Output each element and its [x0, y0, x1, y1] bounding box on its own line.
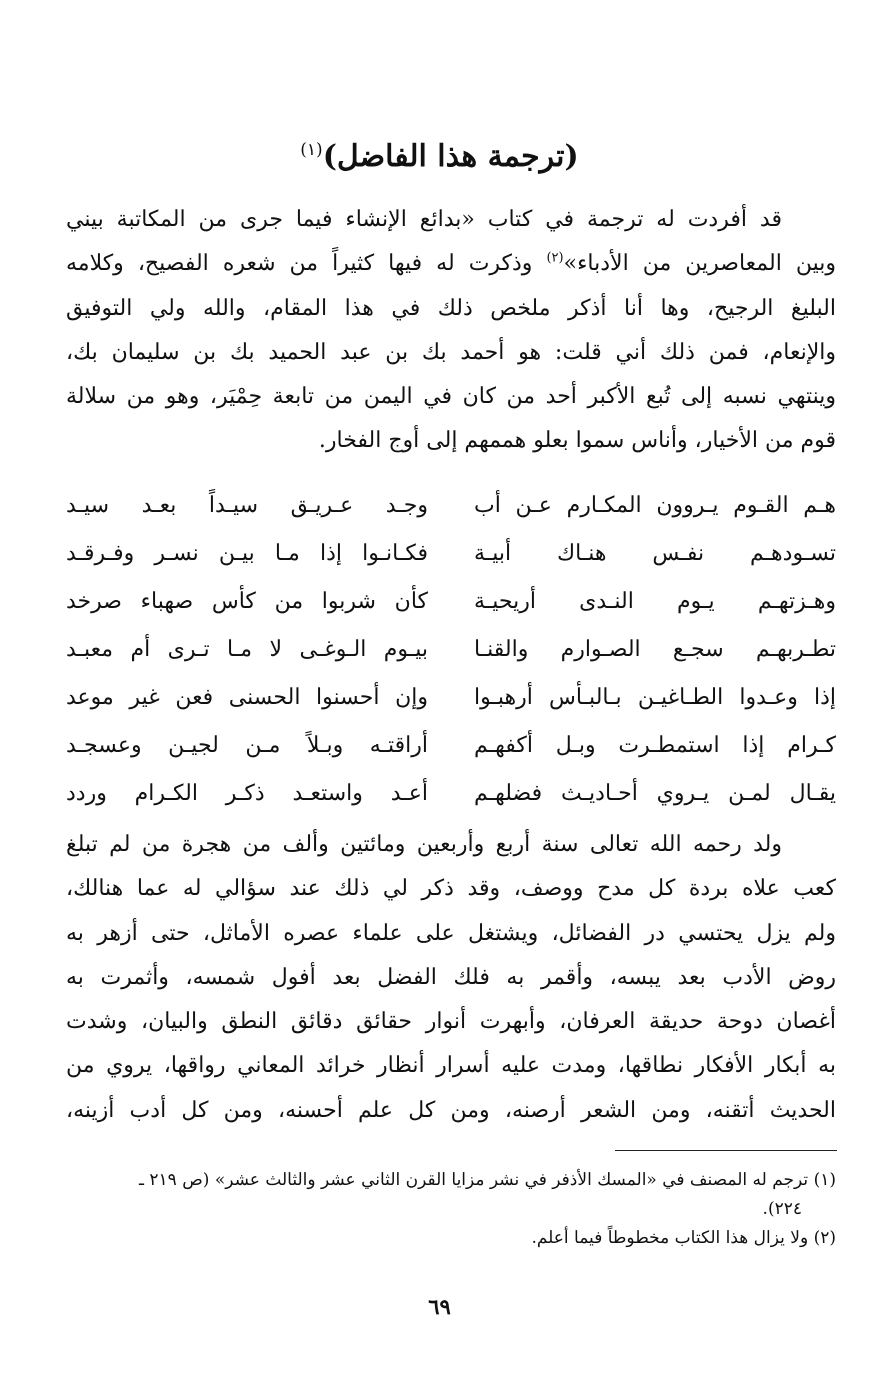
- verse-second-hemistich: وجـد عـريـق سيـداً بعـد سيـد: [66, 493, 428, 518]
- text-line: قد أفردت له ترجمة في كتاب «بدائع الإنشاء فيما جرى من المكاتبة بيني: [66, 207, 782, 232]
- text-line: البليغ الرجيح، وها أنا أذكر ملخص ذلك في هذا المقام، والله ولي التوفيق: [66, 295, 836, 321]
- verse-second-hemistich: فكـانـوا إذا مـا بيـن نسـر وفـرقـد: [66, 541, 428, 566]
- verse-first-hemistich: كـرام إذا استمطـرت وبـل أكفهـم: [474, 733, 836, 758]
- verse-first-hemistich: إذا وعـدوا الطـاغيـن بـالبـأس أرهبـوا: [474, 685, 836, 710]
- text-line: ولد رحمه الله تعالى سنة أربع وأربعين ومائتين وألف من هجرة من لم تبلغ: [66, 832, 782, 857]
- verse-second-hemistich: أعـد واستعـد ذكـر الكـرام وردد: [66, 781, 428, 806]
- footnote-ref-1: (١): [300, 140, 323, 160]
- text-line: ولم يزل يحتسي در الفضائل، ويشتغل على علماء عصره الأماثل، حتى أزهر به: [66, 920, 836, 946]
- text-line: أغصان دوحة حديقة العرفان، وأبهرت أنوار حقائق دقائق النطق والبيان، وشدت: [66, 1009, 836, 1035]
- biography-paragraph: [66, 823, 836, 1133]
- text-fragment: وبين المعاصرين من الأدباء»: [563, 251, 836, 277]
- poem-verse: [66, 580, 836, 628]
- text-line: روض الأدب بعد يبسه، وأقمر به فلك الفضل بعد أفول شمسه، وأثمرت به: [66, 964, 836, 990]
- intro-paragraph: [66, 198, 836, 464]
- text-line: به أبكار الأفكار نطاقها، ومدت عليه أسرار أنظار خرائد المعاني رواقها، يروي من: [66, 1053, 836, 1079]
- footnote-2: [66, 1224, 836, 1253]
- poem-verse: [66, 724, 836, 772]
- text-line: وينتهي نسبه إلى تُبع الأكبر أحد من كان في اليمن من تابعة حِمْيَر، وهو من سلالة: [66, 384, 836, 410]
- text-line: كعب علاه بردة كل مدح ووصف، وقد ذكر لي ذلك عند سؤالي له عما هنالك،: [66, 876, 836, 902]
- poem-verse: [66, 532, 836, 580]
- text-line: [66, 242, 836, 286]
- verse-first-hemistich: تسـودهـم نفـس هنـاك أبيـة: [474, 541, 836, 566]
- footnote-ref-2: (٢): [546, 250, 564, 266]
- poem: [66, 484, 836, 814]
- text-line: الحديث أتقنه، ومن الشعر أرصنه، ومن كل علم أحسنه، ومن كل أدب أزينه،: [66, 1097, 836, 1123]
- section-title: (ترجمة هذا الفاضل): [322, 139, 579, 174]
- poem-verse: [66, 676, 836, 724]
- page-number: ٦٩: [428, 1294, 451, 1319]
- poem-verse: [66, 484, 836, 532]
- verse-first-hemistich: هـم القـوم يـروون المكـارم عـن أب: [474, 493, 836, 518]
- verse-first-hemistich: تطـربهـم سجـع الصـوارم والقنـا: [474, 637, 836, 662]
- footnote-text: ترجم له المصنف في «المسك الأذفر في نشر مزايا القرن الثاني عشر والثالث عشر» (ص ٢١٩ ـ: [139, 1170, 809, 1190]
- verse-second-hemistich: وإن أحسنوا الحسنى فعن غير موعد: [66, 685, 428, 710]
- footnote-1: [66, 1166, 836, 1224]
- poem-verse: [66, 772, 836, 820]
- section-heading: [0, 128, 879, 179]
- footnote-marker: (١): [813, 1170, 836, 1190]
- poem-verse: [66, 628, 836, 676]
- footnotes: [66, 1166, 836, 1253]
- footnote-divider: [615, 1150, 837, 1151]
- verse-second-hemistich: أراقتـه وبـلاً مـن لجيـن وعسجـد: [66, 733, 428, 758]
- verse-first-hemistich: يقـال لمـن يـروي أحـاديـث فضلهـم: [474, 781, 836, 806]
- verse-second-hemistich: كأن شربوا من كأس صهباء صرخد: [66, 589, 428, 614]
- footnote-marker: (٢): [813, 1228, 836, 1248]
- footnote-text: ولا يزال هذا الكتاب مخطوطاً فيما أعلم.: [531, 1228, 809, 1248]
- verse-first-hemistich: وهـزتهـم يـوم النـدى أريحيـة: [474, 589, 836, 614]
- text-fragment: وذكرت له فيها كثيراً من شعره الفصيح، وكلامه: [66, 251, 533, 277]
- text-line: والإنعام، فمن ذلك أني قلت: هو أحمد بك بن عبد الحميد بك بن سليمان بك،: [66, 339, 836, 365]
- verse-second-hemistich: بيـوم الـوغـى لا مـا تـرى أم معبـد: [66, 637, 428, 662]
- text-line: قوم من الأخيار، وأناس سموا بعلو هممهم إلى أوج الفخار.: [318, 428, 836, 454]
- footnote-continuation: ٢٢٤).: [762, 1199, 802, 1219]
